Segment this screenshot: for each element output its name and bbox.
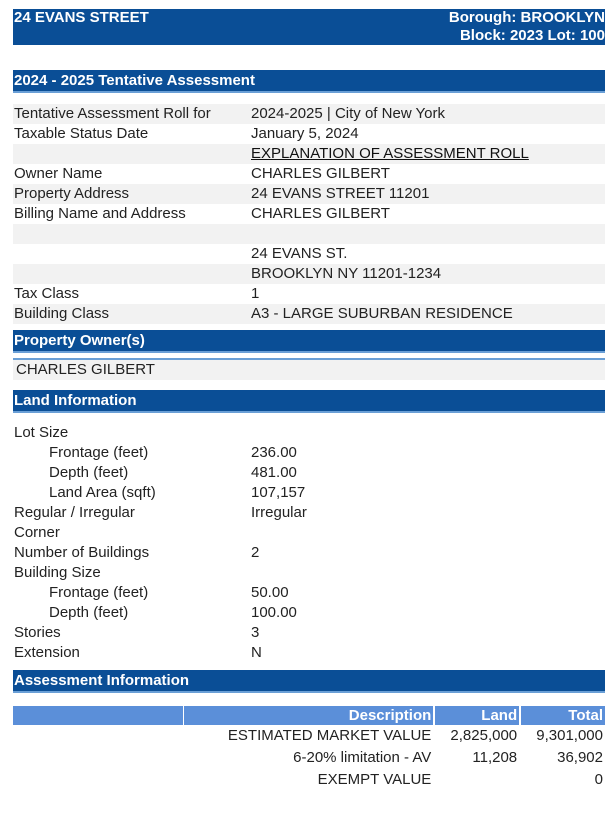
row-label: Stories (14, 624, 61, 641)
column-header-land: Land (435, 706, 519, 725)
row-label: Building Class (14, 305, 110, 322)
row-spacer (13, 725, 183, 747)
section-tentative-assessment-title: 2024 - 2025 Tentative Assessment (13, 70, 605, 93)
table-row (13, 204, 605, 224)
row-total: 0 (594, 771, 603, 788)
assessment-table (13, 706, 605, 791)
column-header-total: Total (521, 706, 605, 725)
row-value: 107,157 (251, 484, 306, 501)
row-label: Regular / Irregular (14, 504, 135, 521)
row-value: 3 (251, 624, 260, 641)
table-row (13, 164, 605, 184)
table-row (13, 603, 605, 623)
row-label: Land Area (sqft) (49, 484, 156, 501)
tentative-assessment-table (13, 104, 605, 324)
row-value: CHARLES GILBERT (251, 165, 390, 182)
row-label: Frontage (feet) (49, 584, 149, 601)
section-land-information-title: Land Information (13, 390, 605, 413)
owner-name: CHARLES GILBERT (13, 358, 605, 380)
assessment-table-header (13, 706, 605, 725)
table-row (13, 725, 605, 747)
row-label: Lot Size (14, 424, 69, 441)
row-label: Property Address (14, 185, 130, 202)
row-value: A3 - LARGE SUBURBAN RESIDENCE (251, 305, 513, 322)
table-row (13, 443, 605, 463)
row-value: 236.00 (251, 444, 297, 461)
table-row (13, 463, 605, 483)
row-value: January 5, 2024 (251, 125, 359, 142)
row-land: 2,825,000 (450, 727, 518, 744)
row-value: 24 EVANS ST. (251, 245, 348, 262)
row-value: 2 (251, 544, 260, 561)
table-row (13, 483, 605, 503)
section-assessment-information-title: Assessment Information (13, 670, 605, 693)
row-label: Building Size (14, 564, 101, 581)
land-information-table (13, 423, 605, 663)
row-label: Frontage (feet) (49, 444, 149, 461)
row-label: Number of Buildings (14, 544, 150, 561)
table-row (13, 583, 605, 603)
row-label: Taxable Status Date (14, 125, 149, 142)
row-label: Billing Name and Address (14, 205, 186, 222)
row-land (435, 769, 519, 791)
row-label: Depth (feet) (49, 604, 129, 621)
table-row (13, 643, 605, 663)
row-label: Owner Name (14, 165, 103, 182)
row-label: Tentative Assessment Roll for (14, 105, 211, 122)
table-row (13, 769, 605, 791)
row-spacer (13, 769, 183, 791)
table-row (13, 523, 605, 543)
table-row (13, 747, 605, 769)
page (13, 9, 605, 791)
table-row (13, 144, 605, 164)
table-row (13, 284, 605, 304)
section-property-owners-title: Property Owner(s) (13, 330, 605, 353)
row-value: CHARLES GILBERT (251, 205, 390, 222)
row-label: Tax Class (14, 285, 80, 302)
row-value: 481.00 (251, 464, 297, 481)
table-row (13, 543, 605, 563)
table-row (13, 503, 605, 523)
property-address-title: 24 EVANS STREET (14, 9, 149, 26)
explanation-of-assessment-roll-link[interactable]: EXPLANATION OF ASSESSMENT ROLL (251, 145, 529, 162)
column-header-blank (13, 706, 183, 725)
row-value: 50.00 (251, 584, 289, 601)
row-total: 9,301,000 (536, 727, 603, 744)
block-lot-label: Block: 2023 Lot: 100 (459, 27, 605, 44)
row-label: Extension (14, 644, 80, 661)
row-spacer (13, 747, 183, 769)
table-row (13, 124, 605, 144)
table-row (13, 104, 605, 124)
row-value: 24 EVANS STREET 11201 (251, 185, 430, 202)
row-description: 6-20% limitation - AV (293, 749, 432, 766)
row-value: Irregular (251, 504, 307, 521)
row-value: BROOKLYN NY 11201-1234 (251, 265, 442, 282)
row-value: N (251, 644, 262, 661)
borough-block-info (449, 9, 605, 45)
table-row (13, 184, 605, 204)
row-label: Corner (14, 524, 60, 541)
table-row (13, 224, 605, 244)
table-row (13, 563, 605, 583)
table-row (13, 623, 605, 643)
row-value: 2024-2025 | City of New York (251, 105, 446, 122)
column-header-description: Description (184, 706, 434, 725)
row-value: 1 (251, 285, 260, 302)
table-row (13, 264, 605, 284)
table-row (13, 304, 605, 324)
borough-label: Borough: BROOKLYN (448, 9, 605, 26)
row-land: 11,208 (472, 749, 518, 766)
row-total: 36,902 (557, 749, 603, 766)
row-value: 100.00 (251, 604, 297, 621)
table-row (13, 244, 605, 264)
row-label: Depth (feet) (49, 464, 129, 481)
row-description: EXEMPT VALUE (317, 771, 432, 788)
property-header (13, 9, 605, 45)
row-description: ESTIMATED MARKET VALUE (227, 727, 432, 744)
table-row (13, 423, 605, 443)
